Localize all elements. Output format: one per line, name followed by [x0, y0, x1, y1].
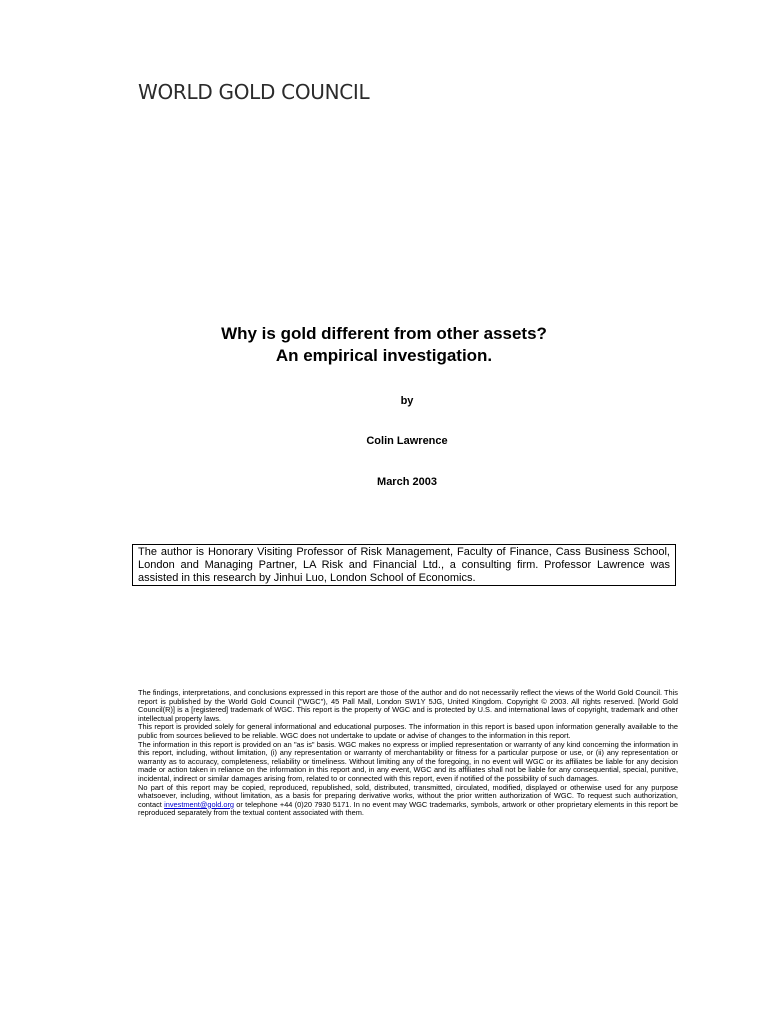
- disclaimer-paragraph: The findings, interpretations, and conclusions expressed in this report are those of the author and do not necessarily reflect the views of the World Gold Council. This report is published by the World Gold Council ("WGC"), 45 Pall Mall, London SW1Y 5JG, United Kingdom. Copyright © 2003. All rights reserved. [World Gold Council(R)] is a [registered] trademark of WGC. This report is the property of WGC and is protected by U.S. and international laws of copyright, trademark and other intellectual property laws.: [138, 688, 678, 723]
- disclaimer-text: No part of this report may be copied, reproduced, republished, sold, distributed, transmitted, circulated, modified, displayed or otherwise used for any purpose whatsoever, including, without limitation, as a basis for preparing derivative works, without the prior written authorization of WGC. To request such authorization, contact: [138, 782, 678, 809]
- publication-date: March 2003: [377, 476, 437, 488]
- world-gold-council-logo: WORLD GOLD COUNCIL: [138, 80, 370, 104]
- contact-email-link[interactable]: investment@gold.org: [164, 799, 235, 809]
- byline-by: by: [400, 395, 414, 407]
- disclaimer-paragraph: This report is provided solely for general informational and educational purposes. The information in this report is based upon information generally available to the public from sources believed to be reliable. WGC does not undertake to update or advise of changes to the information in this report.: [138, 722, 678, 740]
- report-title-line-1: Why is gold different from other assets?: [221, 324, 547, 343]
- report-title-line-2: An empirical investigation.: [275, 346, 493, 365]
- disclaimer-text: or telephone +44 (0)20 7930 5171. In no event may WGC trademarks, symbols, artwork or other proprietary elements in this report be reproduced separately from the textual content associated with them.: [138, 799, 678, 818]
- legal-disclaimer: [138, 689, 678, 818]
- disclaimer-paragraph: The information in this report is provided on an "as is" basis. WGC makes no express or implied representation or warranty of any kind concerning the information in this report, including, without limitation, (i) any representation or warranty of merchantability or fitness for a particular purpose or use, or (ii) any representation or warranty as to accuracy, completeness, reliability or timeliness. Without limiting any of the foregoing, in no event will WGC or its affiliates be liable for any decision made or action taken in reliance on the information in this report and, in any event, WGC and its affiliates shall not be liable for any consequential, special, punitive, incidental, indirect or similar damages arising from, related to or connected with this report, even if notified of the possibility of such damages.: [138, 739, 678, 783]
- author-note-box: The author is Honorary Visiting Professor of Risk Management, Faculty of Finance, Cass Business School, London and Managing Partner, LA Risk and Financial Ltd., a consulting firm. Professor Lawrence was assisted in this research by Jinhui Luo, London School of Economics.: [132, 544, 676, 586]
- disclaimer-paragraph: [138, 784, 678, 818]
- author-name: Colin Lawrence: [366, 435, 448, 447]
- report-title: [0, 323, 768, 367]
